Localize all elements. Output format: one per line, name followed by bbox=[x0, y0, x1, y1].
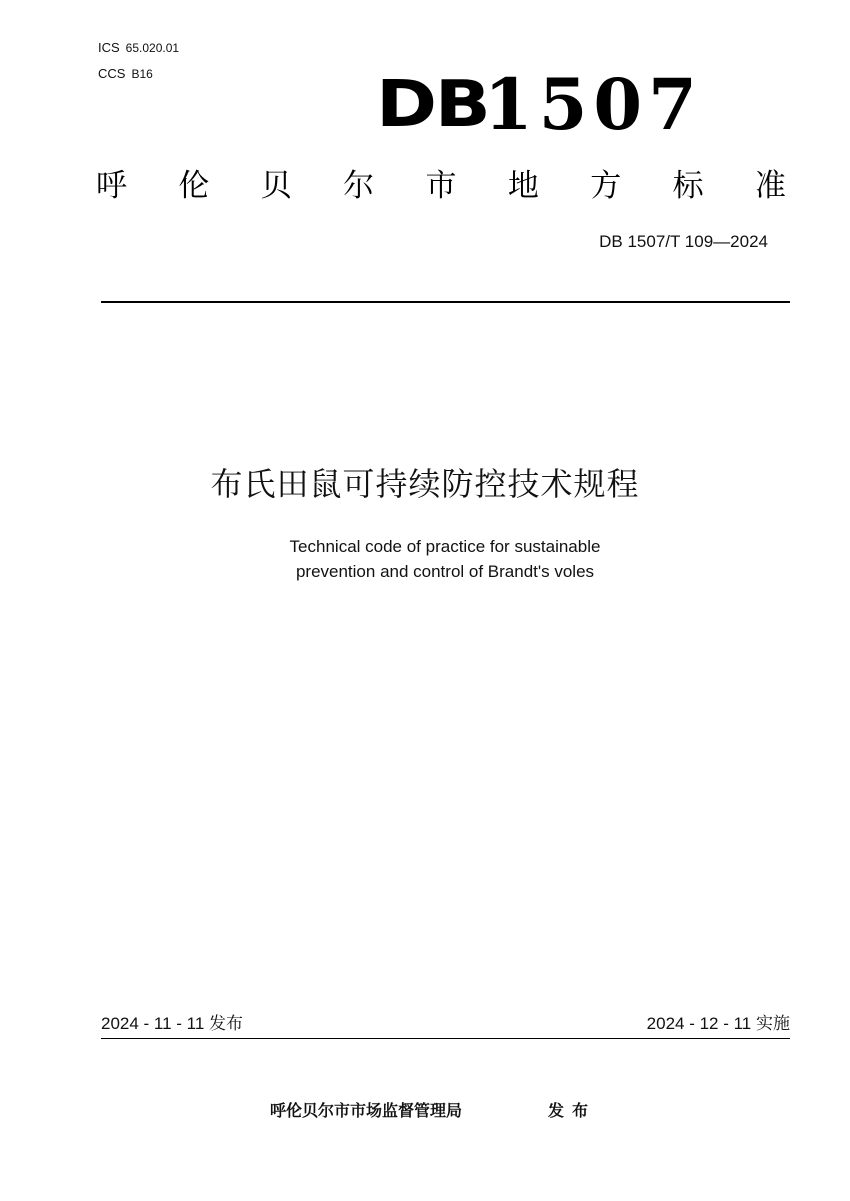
title-chinese: 布氏田鼠可持续防控技术规程 bbox=[210, 465, 640, 503]
standard-type-char: 呼 bbox=[96, 168, 127, 204]
bottom-divider bbox=[101, 1038, 790, 1039]
standard-type-char: 地 bbox=[507, 168, 539, 204]
standard-type-char: 贝 bbox=[260, 168, 292, 204]
standard-type-heading bbox=[96, 164, 786, 208]
standard-type-char: 市 bbox=[425, 168, 457, 204]
standard-type-char: 标 bbox=[672, 168, 704, 204]
standard-number: DB 1507/T 109—2024 bbox=[599, 232, 768, 251]
ics-classification bbox=[98, 40, 179, 56]
ics-label: ICS bbox=[98, 40, 120, 55]
title-english-line-2: prevention and control of Brandt's voles bbox=[295, 562, 595, 581]
issue-date: 2024 - 11 - 11 发布 bbox=[101, 1014, 244, 1033]
ics-code: 65.020.01 bbox=[125, 41, 180, 55]
ccs-code: B16 bbox=[131, 67, 153, 81]
db-standard-mark bbox=[376, 62, 703, 146]
db-logo: DB bbox=[376, 68, 489, 142]
top-divider bbox=[101, 301, 790, 303]
region-code: 1507 bbox=[484, 63, 703, 146]
standard-type-char: 准 bbox=[755, 168, 786, 204]
issuing-authority: 呼伦贝尔市市场监督管理局 bbox=[270, 1101, 463, 1120]
standard-type-char: 伦 bbox=[178, 168, 210, 204]
standard-type-char: 尔 bbox=[343, 168, 375, 204]
ccs-classification bbox=[98, 66, 153, 82]
ccs-label: CCS bbox=[98, 66, 126, 81]
issue-label: 发布 bbox=[548, 1101, 597, 1120]
title-english-line-1: Technical code of practice for sustainable bbox=[289, 537, 601, 556]
standard-type-char: 方 bbox=[590, 168, 622, 204]
effective-date: 2024 - 12 - 11 实施 bbox=[646, 1014, 790, 1033]
